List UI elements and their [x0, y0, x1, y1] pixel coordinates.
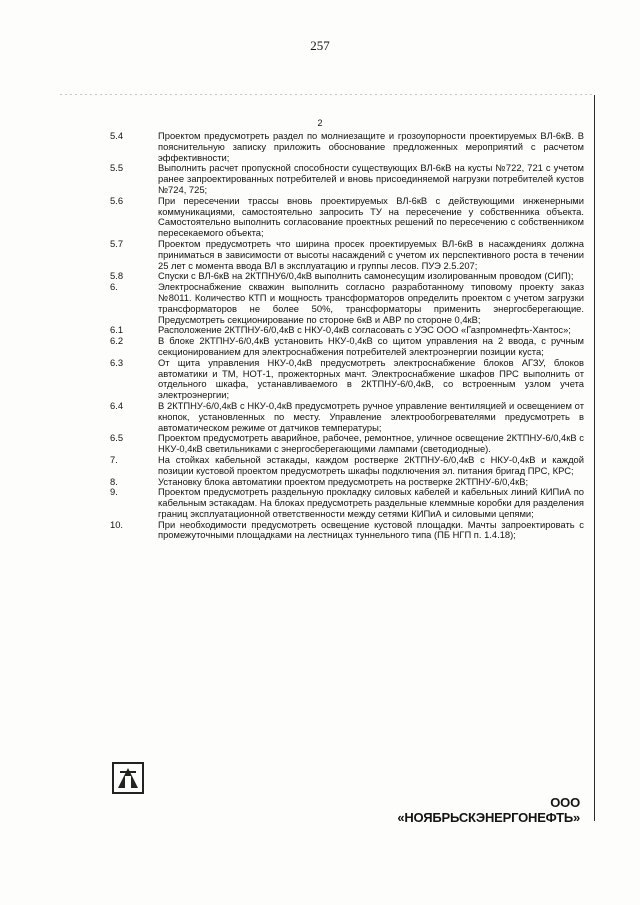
item-number: 10.	[110, 518, 124, 530]
page-number: 257	[310, 38, 330, 53]
list-item	[110, 433, 584, 455]
item-number: 6.3	[110, 356, 124, 368]
company-logo-icon	[110, 760, 146, 796]
item-number: 6.1	[110, 324, 124, 336]
item-text: Проектом предусмотреть что ширина просек проектируемых ВЛ-6кВ в насаждениях должна приниматься в зависимости от высоты насаждений с учетом их перспективного роста в течении 25 лет с момента ввода ВЛ в эксплуатацию и группы лесов. ПУЭ 2.5.207;	[158, 237, 584, 271]
item-number: 5.6	[110, 194, 124, 206]
list-item	[110, 455, 584, 477]
item-number: 6.	[110, 281, 118, 293]
requirements-list	[110, 131, 584, 541]
item-number: 7.	[110, 453, 118, 465]
item-text: Выполнить расчет пропускной способности существующих ВЛ-6кВ на кусты №722, 721 с учетом ранее запроектированных потребителей и вновь присоединяемой нагрузки потребителей кустов №724, 725;	[158, 162, 584, 195]
item-number: 6.2	[110, 335, 124, 347]
item-text: В блоке 2КТПНУ-6/0,4кВ установить НКУ-0,4кВ со щитом управления на 2 ввода, с ручным секционированием для электроснабжения потребителей электроэнергии позиции куста;	[158, 335, 584, 357]
list-item	[110, 196, 584, 239]
item-text: Проектом предусмотреть раздельную прокладку силовых кабелей и кабельных линий КИПиА по кабельным эстакадам. На блоках предусмотреть раздельные клеммные коробки для разделения границ эксплуатационной ответственности между сетями КИПиА и силовыми цепями;	[158, 486, 584, 519]
item-number: 8.	[110, 475, 118, 487]
item-text: Электроснабжение скважин выполнить согласно разработанному типовому проекту заказ №8011. Количество КТП и мощность трансформаторов определить проектом с учетом загрузки трансформаторов не более 50%, трансформаторы применить энергосберегающие. Предусмотреть секционирование по стороне 6кВ и АВР по стороне 0,4кВ;	[158, 281, 584, 325]
list-item	[110, 163, 584, 195]
item-text: Расположение 2КТПНУ-6/0,4кВ с НКУ-0,4кВ согласовать с УЭС ООО «Газпромнефть-Хантос»;	[158, 324, 571, 336]
list-item	[110, 487, 584, 519]
item-text: Проектом предусмотреть раздел по молниезащите и грозоупорности проектируемых ВЛ-6кВ. В пояснительную записку приложить обоснование предложенных мероприятий с расчетом эффективности;	[158, 130, 584, 163]
sheet-number: 2	[317, 118, 323, 128]
list-item	[110, 131, 584, 163]
item-text: При необходимости предусмотреть освещение кустовой площадки. Мачты запроектировать с промежуточными площадками на лестницах туннельного типа (ПБ НГП п. 1.4.18);	[158, 518, 584, 541]
item-number: 5.8	[110, 270, 124, 282]
item-text: Проектом предусмотреть аварийное, рабочее, ремонтное, уличное освещение 2КТПНУ-6/0,4кВ с НКУ-0,4кВ светильниками с энергосберегающими лампами (светодиодные).	[158, 432, 584, 455]
list-item	[110, 336, 584, 358]
item-number: 6.4	[110, 399, 124, 411]
item-text: При пересечении трассы вновь проектируемых ВЛ-6кВ с действующими инженерными коммуникациями, самостоятельно запросить ТУ на пересечение у собственника объекта. Самостоятельно выполнить согласование проектных решений по пересечению с собственником пересекаемого объекта;	[158, 194, 584, 239]
item-number: 5.5	[110, 162, 124, 174]
list-item	[110, 520, 584, 542]
item-number: 9.	[110, 486, 118, 498]
item-text: Установку блока автоматики проектом предусмотреть на ростверке 2КТПНУ-6/0,4кВ;	[158, 475, 529, 487]
item-number: 5.4	[110, 130, 124, 141]
item-number: 5.7	[110, 237, 124, 249]
item-text: От щита управления НКУ-0,4кВ предусмотреть электроснабжение блоков АГЗУ, блоков автоматики и ТМ, НОТ-1, прожекторных мачт. Электроснабжение шкафов ПРС выполнить от отдельного шкафа, устанавливаемого в 2КТПНУ-6/0,4кВ, со встроенным узлом учета электроэнергии;	[158, 356, 584, 401]
list-item	[110, 282, 584, 325]
company-name: ООО «НОЯБРЬСКЭНЕРГОНЕФТЬ»	[397, 795, 580, 825]
item-text: В 2КТПНУ-6/0,4кВ с НКУ-0,4кВ предусмотреть ручное управление вентиляцией и освещением от кнопок, установленных по месту. Управление электрообогревателями предусмотреть в автоматическом режиме от датчиков температуры;	[158, 399, 584, 433]
list-item	[110, 401, 584, 433]
item-number: 6.5	[110, 432, 124, 444]
item-text: На стойках кабельной эстакады, каждом ростверке 2КТПНУ-6/0,4кВ с НКУ-0,4кВ и каждой позиции кустовой проектом предусмотреть шкафы подключения эл. питания бригад ПРС, КРС;	[158, 453, 584, 476]
item-text: Спуски с ВЛ-6кВ на 2КТПНУ6/0,4кВ выполнить самонесущим изолированным проводом (СИП);	[158, 270, 574, 282]
list-item	[110, 358, 584, 401]
list-item	[110, 239, 584, 271]
